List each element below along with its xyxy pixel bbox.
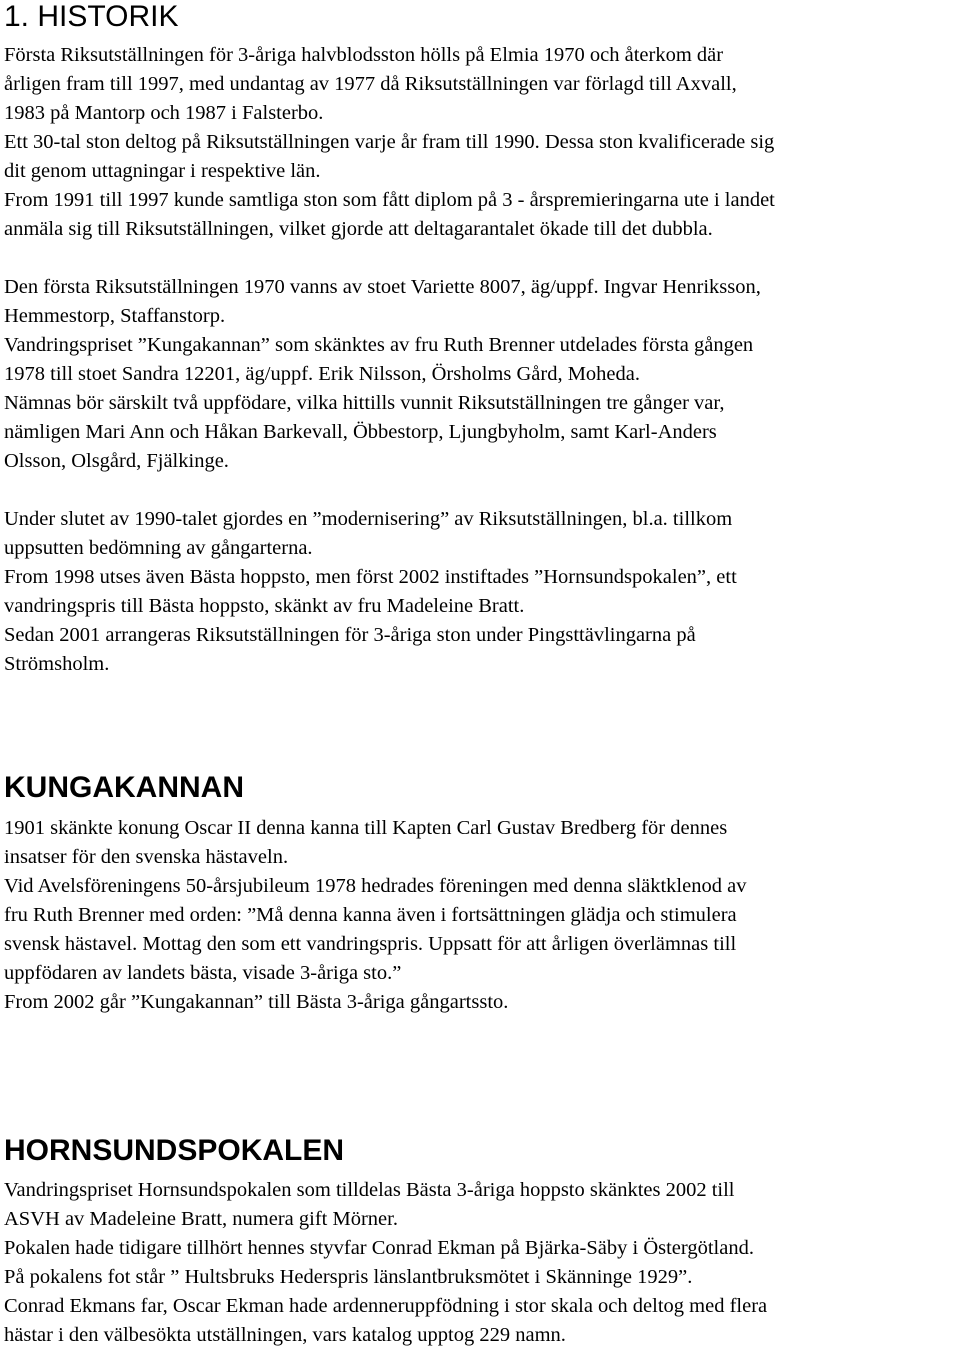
text-line: Under slutet av 1990-talet gjordes en ”modernisering” av Riksutställningen, bl.a. tillkom xyxy=(4,508,733,530)
text-line: Vandringspriset ”Kungakannan” som skänktes av fru Ruth Brenner utdelades första gången xyxy=(4,334,754,356)
text-line: Strömsholm. xyxy=(4,653,110,675)
text-line: nämligen Mari Ann och Håkan Barkevall, Öbbestorp, Ljungbyholm, samt Karl-Anders xyxy=(4,421,717,443)
text-line: 1901 skänkte konung Oscar II denna kanna till Kapten Carl Gustav Bredberg för dennes xyxy=(4,817,728,839)
text-line: svensk hästavel. Mottag den som ett vandringspris. Uppsatt för att årligen överlämnas till xyxy=(4,933,737,955)
text-line: hästar i den välbesökta utställningen, vars katalog upptog 229 namn. xyxy=(4,1324,566,1346)
text-line: anmäla sig till Riksutställningen, vilket gjorde att deltagarantalet ökade till det dubbla. xyxy=(4,218,713,240)
text-line: From 1991 till 1997 kunde samtliga ston som fått diplom på 3 - årspremieringarna ute i landet xyxy=(4,189,775,211)
text-line: fru Ruth Brenner med orden: ”Må denna kanna även i fortsättningen glädja och stimulera xyxy=(4,904,737,926)
text-line: vandringspris till Bästa hoppsto, skänkt av fru Madeleine Bratt. xyxy=(4,595,525,617)
section-heading: KUNGAKANNAN xyxy=(4,771,244,804)
text-line: Den första Riksutställningen 1970 vanns av stoet Variette 8007, äg/uppf. Ingvar Henriksson, xyxy=(4,276,761,298)
text-line: 1978 till stoet Sandra 12201, äg/uppf. Erik Nilsson, Örsholms Gård, Moheda. xyxy=(4,363,641,385)
blank-line xyxy=(4,476,775,505)
text-line: årligen fram till 1997, med undantag av 1977 då Riksutställningen var förlagd till Axvall, xyxy=(4,73,737,95)
text-line: Vid Avelsföreningens 50-årsjubileum 1978 hedrades föreningen med denna släktklenod av xyxy=(4,875,747,897)
text-line: insatser för den svenska hästaveln. xyxy=(4,846,289,868)
text-line: ASVH av Madeleine Bratt, numera gift Mörner. xyxy=(4,1208,398,1230)
blank-line xyxy=(4,244,775,273)
section-hornsundspokalen xyxy=(4,1134,767,1350)
text-line: Pokalen hade tidigare tillhört hennes styvfar Conrad Ekman på Bjärka-Säby i Östergötland. xyxy=(4,1237,754,1259)
section-kungakannan xyxy=(4,771,746,1017)
text-line: 1983 på Mantorp och 1987 i Falsterbo. xyxy=(4,102,324,124)
text-line: uppfödaren av landets bästa, visade 3-åriga sto.” xyxy=(4,962,402,984)
text-line: Första Riksutställningen för 3-åriga halvblodsston hölls på Elmia 1970 och återkom där xyxy=(4,44,724,66)
text-line: Vandringspriset Hornsundspokalen som tilldelas Bästa 3-åriga hoppsto skänktes 2002 till xyxy=(4,1179,735,1201)
text-line: From 2002 går ”Kungakannan” till Bästa 3-åriga gångartssto. xyxy=(4,991,509,1013)
text-line: Nämnas bör särskilt två uppfödare, vilka hittills vunnit Riksutställningen tre gånger var, xyxy=(4,392,725,414)
text-line: dit genom uttagningar i respektive län. xyxy=(4,160,321,182)
section-body xyxy=(4,814,746,1017)
section-heading: 1. HISTORIK xyxy=(4,0,179,33)
text-line: uppsutten bedömning av gångarterna. xyxy=(4,537,313,559)
section-body xyxy=(4,1176,767,1350)
text-line: Sedan 2001 arrangeras Riksutställningen för 3-åriga ston under Pingsttävlingarna på xyxy=(4,624,696,646)
text-line: Olsson, Olsgård, Fjälkinge. xyxy=(4,450,229,472)
text-line: Hemmestorp, Staffanstorp. xyxy=(4,305,226,327)
text-line: Ett 30-tal ston deltog på Riksutställningen varje år fram till 1990. Dessa ston kvalificerade sig xyxy=(4,131,775,153)
section-heading: HORNSUNDSPOKALEN xyxy=(4,1134,345,1167)
text-line: På pokalens fot står ” Hultsbruks Hederspris länslantbruksmötet i Skänninge 1929”. xyxy=(4,1266,693,1288)
section-body xyxy=(4,41,775,679)
text-line: From 1998 utses även Bästa hoppsto, men först 2002 instiftades ”Hornsundspokalen”, ett xyxy=(4,566,737,588)
section-historik xyxy=(4,0,775,679)
text-line: Conrad Ekmans far, Oscar Ekman hade ardenneruppfödning i stor skala och deltog med flera xyxy=(4,1295,768,1317)
